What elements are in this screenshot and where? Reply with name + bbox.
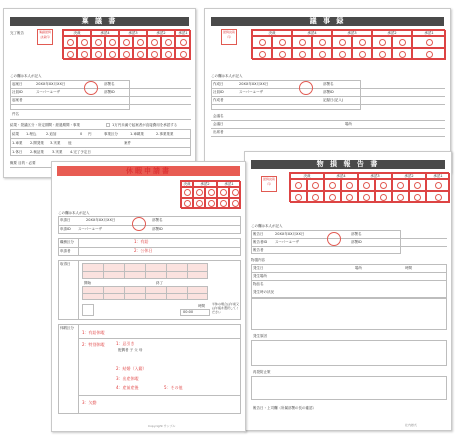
stamp-cell[interactable] <box>375 179 392 191</box>
approval-header: 承認3 <box>358 173 392 179</box>
seal-icon <box>279 39 286 46</box>
approval-header: 承認1 <box>175 30 191 36</box>
seal-icon <box>67 39 74 46</box>
loss-time-label: 時間 <box>405 266 412 270</box>
detail-box[interactable] <box>251 298 447 330</box>
approval-header: 承認4 <box>91 30 119 36</box>
stamp-cell[interactable] <box>105 36 119 48</box>
stamp-cell[interactable] <box>375 191 392 203</box>
row2-item: 1.車業 <box>12 141 23 145</box>
approval-header: 決裁 <box>252 30 292 36</box>
stamp-cell[interactable] <box>426 191 450 203</box>
seal-icon <box>184 189 191 196</box>
applicant-section: この欄は本人が記入 <box>251 224 283 228</box>
seal-icon <box>220 189 227 196</box>
sheet-title: 休暇申請書 <box>57 166 240 176</box>
row2-item: 2.開発業 <box>30 141 44 145</box>
seal-icon <box>399 39 406 46</box>
row3-item: 3.実業 <box>52 150 63 154</box>
checkbox[interactable] <box>106 123 110 127</box>
stamp-cell[interactable] <box>205 198 217 209</box>
seal-icon <box>359 51 366 58</box>
seal-icon <box>399 51 406 58</box>
item-label: 会議名 <box>213 114 224 118</box>
stamp-cell[interactable] <box>175 48 191 60</box>
seal-icon <box>220 200 227 207</box>
stamp-cell[interactable] <box>272 48 292 60</box>
stamp-cell[interactable] <box>272 36 292 48</box>
stamp-cell[interactable] <box>77 48 91 60</box>
applicant-section: この欄は本人が記入 <box>211 74 243 78</box>
seal-icon <box>95 51 102 58</box>
approval-header: 承認3 <box>119 30 147 36</box>
date-label: 申請日 <box>60 218 71 222</box>
hours-value: 00:00 <box>183 310 194 314</box>
date-label: 起案日 <box>12 82 23 86</box>
loss-table <box>251 264 447 298</box>
approval-stamp-label: 最終決裁印 <box>261 176 277 192</box>
employee-label: 申請ID <box>60 227 71 231</box>
seal-icon <box>109 39 116 46</box>
approval-header: 承認3 <box>332 30 372 36</box>
seal-icon <box>180 51 187 58</box>
stamp-cell[interactable] <box>352 36 372 48</box>
end-label: 終了 <box>156 281 163 285</box>
kind-option[interactable]: 1：有給休暇 <box>82 330 105 335</box>
seal-icon <box>95 39 102 46</box>
sheet-title: 稟 議 書 <box>10 17 189 26</box>
seal-icon <box>435 194 442 201</box>
option-1[interactable]: 1：有給 <box>134 239 149 244</box>
applicant-table <box>251 230 401 254</box>
stamp-cell[interactable] <box>358 179 375 191</box>
approval-header: 決裁 <box>290 173 324 179</box>
stamp-cell[interactable] <box>290 191 307 203</box>
seal-icon <box>137 39 144 46</box>
approval-header: 承認1 <box>217 181 241 187</box>
stamp-cell[interactable] <box>133 36 147 48</box>
seal-icon <box>81 51 88 58</box>
stamp-cell[interactable] <box>77 36 91 48</box>
approval-header: 決裁 <box>63 30 91 36</box>
stamp-cell[interactable] <box>147 36 161 48</box>
approval-header: 承認4 <box>324 173 358 179</box>
checkbox-label: 1万円未満で起案者が直接費用を承認する <box>112 123 178 127</box>
stamp-cell[interactable] <box>205 187 217 198</box>
item-label: 件名 <box>12 112 19 116</box>
stamp-cell[interactable] <box>133 48 147 60</box>
seal-icon <box>363 182 370 189</box>
field: 事業区分 <box>104 132 118 136</box>
seal-icon <box>312 182 319 189</box>
seal-icon <box>109 51 116 58</box>
seal-icon <box>295 194 302 201</box>
stamp-cell[interactable] <box>193 198 205 209</box>
stamp-cell[interactable] <box>332 36 352 48</box>
approval-stamp-grid <box>289 172 449 202</box>
seal-icon <box>232 200 239 207</box>
date-label: 作成日 <box>213 82 224 86</box>
row2-item: 3.実業 <box>50 141 61 145</box>
field: 円 <box>88 132 92 136</box>
special-option[interactable]: 1：忌引き <box>116 341 135 346</box>
stamp-cell[interactable] <box>161 48 175 60</box>
sheet-title: 議 事 録 <box>211 17 444 26</box>
stamp-cell[interactable] <box>290 179 307 191</box>
stamp-cell[interactable] <box>324 179 341 191</box>
seal-icon <box>363 194 370 201</box>
employee-id-label: 部署ID <box>104 90 115 94</box>
seal-icon <box>165 39 172 46</box>
stamp-cell[interactable] <box>252 36 272 48</box>
stamp-cell[interactable] <box>119 36 133 48</box>
approval-header: 承認1 <box>426 173 450 179</box>
seal-icon <box>329 194 336 201</box>
stamp-cell[interactable] <box>292 48 312 60</box>
sheet-kyuka <box>51 161 246 432</box>
applicant-seal <box>299 81 313 95</box>
row3-item: 4.完了予定日 <box>70 150 91 154</box>
stamp-cell[interactable] <box>217 198 229 209</box>
stamp-cell[interactable] <box>372 48 392 60</box>
seal-icon <box>414 182 421 189</box>
applicant-seal <box>327 232 341 246</box>
seal-icon <box>208 200 215 207</box>
person-label: 起案者 <box>12 98 23 102</box>
seal-icon <box>123 39 130 46</box>
seal-icon <box>279 51 286 58</box>
stamp-cell[interactable] <box>392 179 409 191</box>
seal-icon <box>299 39 306 46</box>
seal-icon <box>339 39 346 46</box>
seal-icon <box>397 194 404 201</box>
stamp-cell[interactable] <box>312 36 332 48</box>
sheet-title: 物 損 報 告 書 <box>251 160 445 169</box>
seal-icon <box>380 182 387 189</box>
stamp-cell[interactable] <box>392 48 412 60</box>
stamp-cell[interactable] <box>229 187 241 198</box>
stamp-cell[interactable] <box>412 48 446 60</box>
dept-label: 部署名 <box>323 82 334 86</box>
place-label: 場所 <box>355 266 362 270</box>
remarks: 半休の場合は午前又は午後を選択してください <box>212 302 240 314</box>
seal-icon <box>295 182 302 189</box>
seal-icon <box>123 51 130 58</box>
stamp-cell[interactable] <box>358 191 375 203</box>
approval-header: 承認2 <box>392 173 426 179</box>
stamp-cell[interactable] <box>229 198 241 209</box>
date-value: 20XX年XX月XX日 <box>36 82 66 86</box>
time-label: 時間 <box>198 304 205 308</box>
cause-label: 発生原因 <box>253 334 267 338</box>
row3-item: 2.検証業 <box>30 150 44 154</box>
kind-option[interactable]: 3：欠勤 <box>82 400 97 405</box>
seal-icon <box>165 51 172 58</box>
stamp-cell[interactable] <box>105 48 119 60</box>
date-value: 20XX年XX月XX日 <box>86 218 116 222</box>
stamp-cell[interactable] <box>341 179 358 191</box>
footer-text: Copyright サンプル <box>148 424 176 428</box>
seal-icon <box>312 194 319 201</box>
stamp-cell[interactable] <box>392 36 412 48</box>
employee-id-label: 部署ID <box>323 90 334 94</box>
seal-icon <box>151 51 158 58</box>
seal-icon <box>346 182 353 189</box>
stamp-cell[interactable] <box>292 36 312 48</box>
approval-stamp-label: 稟議最終決裁印 <box>37 29 53 45</box>
approval-header: 承認2 <box>193 181 217 187</box>
employee-label: 社員ID <box>213 90 224 94</box>
detail-label: 発生時の状況 <box>253 290 274 294</box>
attendees-label: 出席者 <box>213 130 224 134</box>
seal-icon <box>137 51 144 58</box>
stamp-cell[interactable] <box>332 48 352 60</box>
dept-label: 部署名 <box>152 218 163 222</box>
stamp-cell[interactable] <box>307 191 324 203</box>
summary-label: 結果・発議区分・所定期間・経過期間・事業 <box>10 123 80 127</box>
seal-icon <box>346 194 353 201</box>
date-value: 20XX年XX月XX日 <box>275 232 305 236</box>
applicant-section: この欄は本人が記入 <box>58 211 90 215</box>
stamp-cell[interactable] <box>352 48 372 60</box>
memo-label: 概要 目的・必要 <box>10 161 36 165</box>
kind-option[interactable]: 2：特別休暇 <box>82 342 105 347</box>
stamp-cell[interactable] <box>392 191 409 203</box>
seal-icon <box>426 51 433 58</box>
sheet-gijiroku <box>204 8 451 173</box>
person-label: 作成者 <box>213 98 224 102</box>
seal-icon <box>232 189 239 196</box>
employee-id-label: 部署ID <box>351 240 362 244</box>
seal-icon <box>259 51 266 58</box>
row2-item: 他 <box>68 141 72 145</box>
sign-label: 報告日・上司欄（所属部署の長の確認） <box>253 406 316 410</box>
seal-icon <box>81 39 88 46</box>
stamp-cell[interactable] <box>307 179 324 191</box>
stamp-cell[interactable] <box>324 191 341 203</box>
dept-label: 部署名 <box>351 232 362 236</box>
loss-date-label: 発生日 <box>253 266 264 270</box>
seal-icon <box>359 39 366 46</box>
option-2[interactable]: 2：公休日 <box>134 248 153 253</box>
stamp-cell[interactable] <box>119 48 133 60</box>
section-label: 物損内容 <box>251 258 265 262</box>
applicant-section: この欄は本人が記入 <box>10 74 42 78</box>
employee-value: スーパーユーザ <box>36 90 61 94</box>
start-label: 開始 <box>84 281 91 285</box>
seal-icon <box>379 51 386 58</box>
kinds-label: 休暇区分 <box>60 326 74 330</box>
recorder-label: 記録日(記入) <box>323 98 344 102</box>
date-value: 20XX年XX月XX日 <box>239 82 269 86</box>
sheet-ringisho <box>3 8 196 178</box>
seal-icon <box>180 39 187 46</box>
approval-stamp-grid <box>251 29 445 59</box>
stamp-cell[interactable] <box>193 187 205 198</box>
special-option[interactable]: 3：出産休暇 <box>116 376 139 381</box>
stamp-cell[interactable] <box>181 198 193 209</box>
corner-label: 完了報告 <box>10 31 24 35</box>
stamp-cell[interactable] <box>426 179 450 191</box>
stamp-cell[interactable] <box>161 36 175 48</box>
prevent-label: 再発防止策 <box>253 370 271 374</box>
cause-box[interactable] <box>251 340 447 366</box>
person-label: 報告者 <box>253 248 264 252</box>
stamp-cell[interactable] <box>91 48 105 60</box>
approval-stamp-grid <box>62 29 190 59</box>
applicant-seal <box>132 217 146 231</box>
seal-icon <box>379 39 386 46</box>
stamp-cell[interactable] <box>372 36 392 48</box>
stamp-cell[interactable] <box>63 36 77 48</box>
meeting-label: 会議日 <box>213 122 224 126</box>
place-label: 場所 <box>345 122 352 126</box>
row3-item: 1.休日 <box>12 150 23 154</box>
sheet-butsuson <box>244 151 452 431</box>
seal-icon <box>435 182 442 189</box>
field: 1.車載業 <box>130 132 144 136</box>
stamp-cell[interactable] <box>175 36 191 48</box>
field: 2.事業業業 <box>156 132 174 136</box>
seal-icon <box>299 51 306 58</box>
seal-icon <box>319 51 326 58</box>
period-label: 取得日 <box>60 262 71 266</box>
employee-value: スーパーユーザ <box>239 90 264 94</box>
seal-icon <box>196 200 203 207</box>
stamp-cell[interactable] <box>312 48 332 60</box>
row2-item: 案件 <box>124 141 131 145</box>
footer-text: 社内様式 <box>405 423 418 427</box>
field: 1.埋込 <box>26 132 37 136</box>
stamp-cell[interactable] <box>409 191 426 203</box>
employee-label: 社員ID <box>12 90 23 94</box>
prevent-box[interactable] <box>251 376 447 400</box>
field: 結果 <box>12 132 19 136</box>
approval-header: 承認2 <box>147 30 175 36</box>
seal-icon <box>339 51 346 58</box>
approval-header: 承認1 <box>412 30 446 36</box>
stamp-cell[interactable] <box>181 187 193 198</box>
applicant-table <box>211 80 361 110</box>
stamp-cell[interactable] <box>409 179 426 191</box>
seal-icon <box>67 51 74 58</box>
loss-place-label: 発生場所 <box>253 274 267 278</box>
note-label: 申請者 <box>60 249 71 253</box>
seal-icon <box>414 194 421 201</box>
special-option[interactable]: 5：その他 <box>164 385 183 390</box>
employee-value: スーパーユーザ <box>78 227 103 231</box>
stamp-cell[interactable] <box>412 36 446 48</box>
seal-icon <box>184 200 191 207</box>
seal-icon <box>426 39 433 46</box>
approval-header: 決裁 <box>181 181 193 187</box>
seal-icon <box>319 39 326 46</box>
seal-icon <box>208 189 215 196</box>
employee-value: スーパーユーザ <box>275 240 300 244</box>
stamp-cell[interactable] <box>91 36 105 48</box>
stamp-cell[interactable] <box>341 191 358 203</box>
special-option[interactable]: 2：結婚（入籍） <box>116 366 147 371</box>
approval-header: 承認4 <box>292 30 332 36</box>
kind-label: 職務区分 <box>60 240 74 244</box>
approval-stamp-label: 最終決裁印 <box>221 29 237 45</box>
field: 0 <box>80 132 83 136</box>
stamp-cell[interactable] <box>217 187 229 198</box>
days-field[interactable] <box>82 304 94 316</box>
special-option[interactable]: 4：産前産後 <box>116 385 139 390</box>
family-list: 配偶者 子 父 母 <box>118 348 143 352</box>
stamp-cell[interactable] <box>63 48 77 60</box>
seal-icon <box>259 39 266 46</box>
seal-icon <box>329 182 336 189</box>
field: 2.追加 <box>46 132 57 136</box>
date-label: 報告日 <box>253 232 264 236</box>
employee-id-label: 部署ID <box>152 227 163 231</box>
dept-label: 部署名 <box>104 82 115 86</box>
approval-header: 承認2 <box>372 30 412 36</box>
item-label: 物品名 <box>253 282 264 286</box>
seal-icon <box>196 189 203 196</box>
stamp-cell[interactable] <box>252 48 272 60</box>
approval-stamp-grid <box>180 180 240 208</box>
seal-icon <box>397 182 404 189</box>
employee-label: 報告者ID <box>253 240 268 244</box>
seal-icon <box>380 194 387 201</box>
applicant-seal <box>84 81 98 95</box>
seal-icon <box>151 39 158 46</box>
stamp-cell[interactable] <box>147 48 161 60</box>
